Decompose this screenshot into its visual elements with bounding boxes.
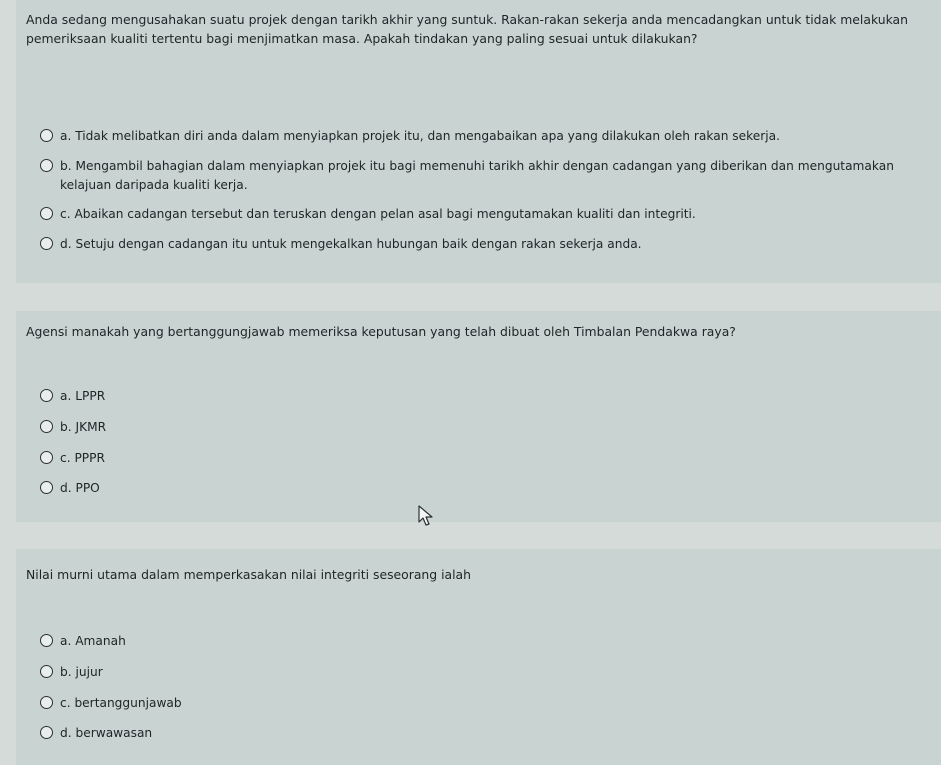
option-b[interactable]	[40, 157, 921, 195]
option-b[interactable]	[40, 418, 921, 437]
option-label: c. bertanggunjawab	[60, 696, 182, 710]
radio-button[interactable]	[40, 159, 53, 172]
question-card-2	[16, 311, 941, 522]
option-label: b. JKMR	[60, 420, 107, 434]
radio-button[interactable]	[40, 634, 53, 647]
option-label: c. PPPR	[60, 451, 105, 465]
question-card-1	[16, 0, 941, 283]
radio-button[interactable]	[40, 451, 53, 464]
radio-button[interactable]	[40, 237, 53, 250]
radio-button[interactable]	[40, 389, 53, 402]
question-text: Nilai murni utama dalam memperkasakan nilai integriti seseorang ialah	[26, 567, 471, 582]
option-label: a. LPPR	[60, 389, 106, 403]
option-label: c. Abaikan cadangan tersebut dan teruskan dengan pelan asal bagi mengutamakan kualiti dan integriti.	[60, 207, 696, 221]
option-a[interactable]	[40, 127, 921, 146]
option-d[interactable]	[40, 479, 921, 498]
option-label: d. berwawasan	[60, 726, 153, 740]
option-label: a. Amanah	[60, 634, 126, 648]
option-a[interactable]	[40, 387, 921, 406]
option-label: b. Mengambil bahagian dalam menyiapkan projek itu bagi memenuhi tarikh akhir dengan cadangan yang diberikan dan mengutamakan kelajuan daripada kualiti kerja.	[60, 159, 894, 192]
radio-button[interactable]	[40, 726, 53, 739]
question-card-3	[16, 549, 941, 765]
option-a[interactable]	[40, 632, 921, 651]
option-label: a. Tidak melibatkan diri anda dalam menyiapkan projek itu, dan mengabaikan apa yang dilakukan oleh rakan sekerja.	[60, 129, 781, 143]
option-label: d. Setuju dengan cadangan itu untuk mengekalkan hubungan baik dengan rakan sekerja anda.	[60, 237, 642, 251]
radio-button[interactable]	[40, 481, 53, 494]
option-b[interactable]	[40, 663, 921, 682]
radio-button[interactable]	[40, 129, 53, 142]
option-label: d. PPO	[60, 481, 100, 495]
option-label: b. jujur	[60, 665, 103, 679]
radio-button[interactable]	[40, 665, 53, 678]
question-text: Agensi manakah yang bertanggungjawab memeriksa keputusan yang telah dibuat oleh Timbalan Pendakwa raya?	[26, 324, 736, 339]
option-d[interactable]	[40, 235, 921, 254]
question-text: Anda sedang mengusahakan suatu projek dengan tarikh akhir yang suntuk. Rakan-rakan sekerja anda mencadangkan untuk tidak melakukan pemeriksaan kualiti tertentu bagi menjimatkan masa. Apakah tindakan yang paling sesuai untuk dilakukan?	[26, 12, 909, 46]
radio-button[interactable]	[40, 420, 53, 433]
option-d[interactable]	[40, 724, 921, 743]
radio-button[interactable]	[40, 207, 53, 220]
radio-button[interactable]	[40, 696, 53, 709]
mouse-pointer-icon	[418, 505, 438, 529]
option-c[interactable]	[40, 694, 921, 713]
option-c[interactable]	[40, 449, 921, 468]
option-c[interactable]	[40, 205, 921, 224]
